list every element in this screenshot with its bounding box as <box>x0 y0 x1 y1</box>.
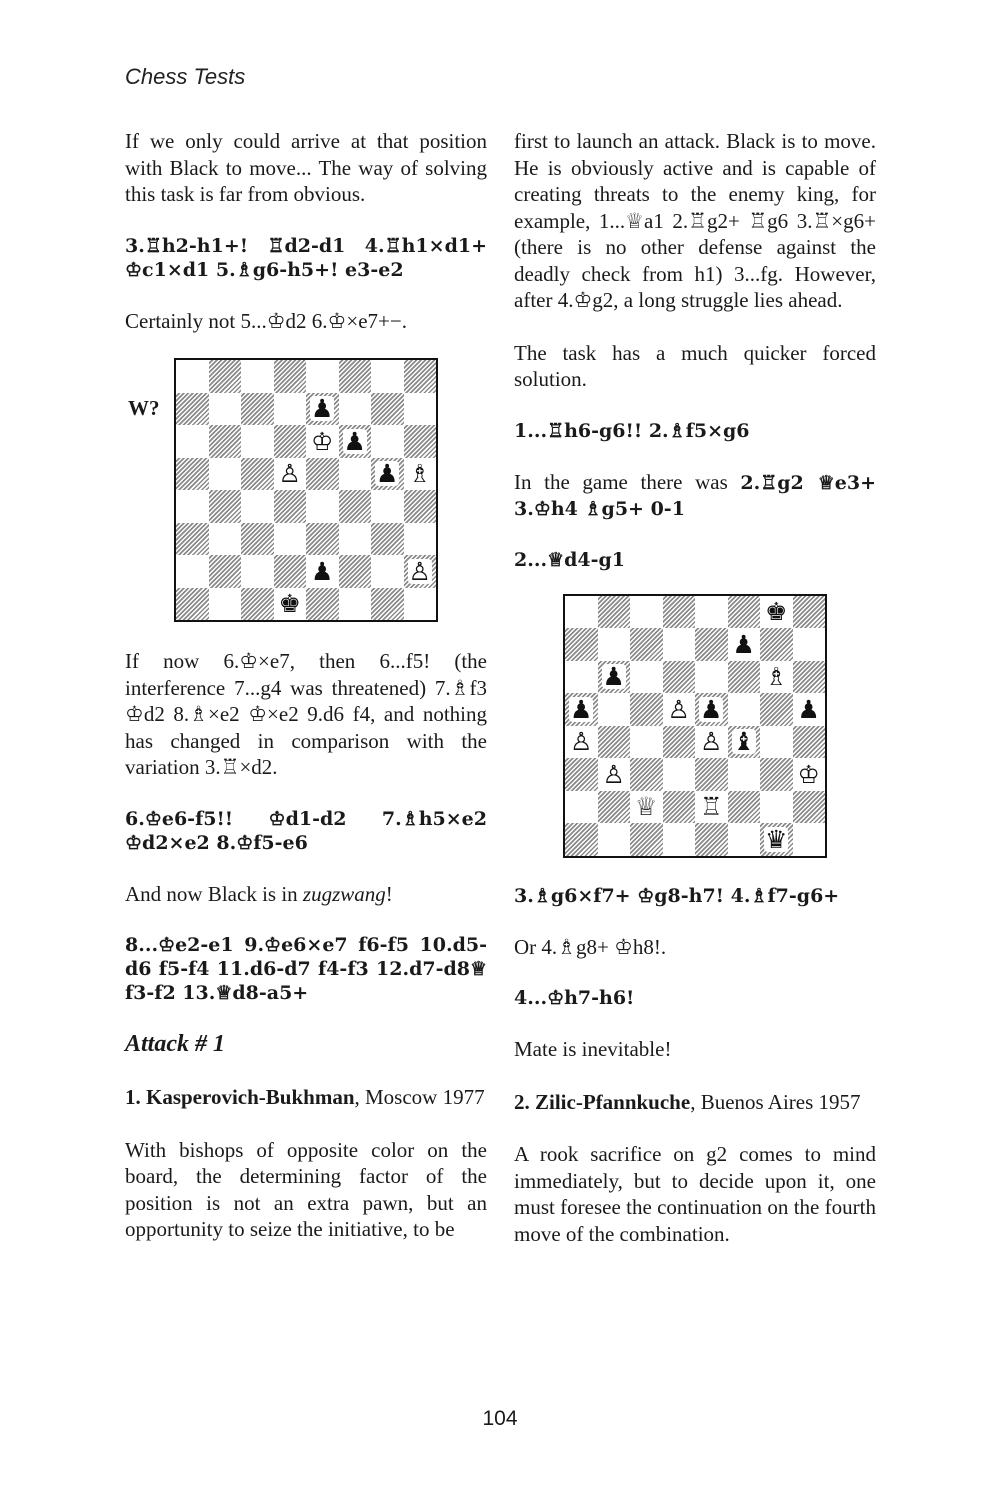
white-king-icon: ♔ <box>311 426 334 456</box>
square-h4 <box>793 726 826 759</box>
paragraph: Or 4.♗g8+ ♔h8!. <box>514 934 667 959</box>
square-c4 <box>241 490 274 523</box>
square-g7 <box>760 628 793 661</box>
black-king-icon: ♚ <box>278 589 301 619</box>
square-g4 <box>760 726 793 759</box>
square-a3 <box>565 758 598 791</box>
square-c5 <box>241 458 274 491</box>
square-c3 <box>241 523 274 556</box>
square-d2 <box>274 555 307 588</box>
text: ! <box>385 881 393 906</box>
square-d4 <box>274 490 307 523</box>
white-pawn-icon: ♙ <box>408 556 431 586</box>
white-pawn-icon: ♙ <box>278 459 301 489</box>
square-g5 <box>371 458 404 491</box>
square-c5 <box>630 693 663 726</box>
paragraph: The task has a much quicker forced solution. <box>514 340 876 391</box>
square-e2 <box>695 791 728 824</box>
square-h2 <box>404 555 437 588</box>
square-d2 <box>663 791 696 824</box>
move-sequence: 1...♖h6-g6!! 2.♗f5×g6 <box>514 419 750 442</box>
square-d8 <box>663 596 696 629</box>
white-pawn-icon: ♙ <box>602 759 625 789</box>
square-a6 <box>176 425 209 458</box>
square-f3 <box>339 523 372 556</box>
square-d8 <box>274 360 307 393</box>
square-c8 <box>241 360 274 393</box>
chess-diagram-1 <box>125 358 487 620</box>
white-queen-icon: ♕ <box>635 792 658 822</box>
move-sequence: 3.♖h2-h1+! ♖d2-d1 4.♖h1×d1+ ♔c1×d1 5.♗g6-h5+! e3-e2 <box>125 234 487 281</box>
square-d3 <box>663 758 696 791</box>
square-f7 <box>728 628 761 661</box>
square-h1 <box>793 823 826 856</box>
square-b1 <box>598 823 631 856</box>
square-c7 <box>241 393 274 426</box>
square-b7 <box>598 628 631 661</box>
square-d7 <box>663 628 696 661</box>
white-pawn-icon: ♙ <box>570 727 593 757</box>
square-c6 <box>241 425 274 458</box>
game-header <box>514 1089 876 1116</box>
square-b8 <box>209 360 242 393</box>
square-g2 <box>760 791 793 824</box>
square-c2 <box>630 791 663 824</box>
black-pawn-icon: ♟ <box>376 459 399 489</box>
square-a5 <box>565 693 598 726</box>
move-sequence: 4...♔h7-h6! <box>514 987 635 1009</box>
square-g8 <box>760 596 793 629</box>
square-b1 <box>209 588 242 621</box>
square-g3 <box>760 758 793 791</box>
square-g4 <box>371 490 404 523</box>
square-b6 <box>209 425 242 458</box>
square-a2 <box>565 791 598 824</box>
square-h1 <box>404 588 437 621</box>
square-f8 <box>339 360 372 393</box>
square-d7 <box>274 393 307 426</box>
black-pawn-icon: ♟ <box>700 694 723 724</box>
square-h6 <box>404 425 437 458</box>
square-g8 <box>371 360 404 393</box>
white-pawn-icon: ♙ <box>667 694 690 724</box>
square-c6 <box>630 661 663 694</box>
square-g2 <box>371 555 404 588</box>
square-d3 <box>274 523 307 556</box>
black-pawn-icon: ♟ <box>311 556 334 586</box>
paragraph: A rook sacrifice on g2 comes to mind immediately, but to decide upon it, one must foresee the continuation on the fourth move of the combination. <box>514 1142 876 1246</box>
square-e8 <box>695 596 728 629</box>
square-f6 <box>728 661 761 694</box>
black-pawn-icon: ♟ <box>343 426 366 456</box>
paragraph: If now 6.♔×e7, then 6...f5! (the interference 7...g4 was threatened) 7.♗f3 ♔d2 8.♗×e2 ♔×e2 9.d6 f4, and nothing has changed in comparison with the variation 3.♖×d2. <box>125 649 487 779</box>
square-d6 <box>274 425 307 458</box>
paragraph: With bishops of opposite color on the board, the determining factor of the position is not an extra pawn, but an opportunity to seize the initiative, to be <box>125 1137 487 1241</box>
square-e1 <box>306 588 339 621</box>
square-b2 <box>598 791 631 824</box>
square-c7 <box>630 628 663 661</box>
square-a8 <box>176 360 209 393</box>
square-a6 <box>565 661 598 694</box>
square-b2 <box>209 555 242 588</box>
square-e8 <box>306 360 339 393</box>
section-heading: Attack # 1 <box>125 1031 225 1057</box>
square-a5 <box>176 458 209 491</box>
move-sequence: 6.♔e6-f5!! ♔d1-d2 7.♗h5×e2 ♔d2×e2 8.♔f5-e6 <box>125 807 487 854</box>
square-f2 <box>728 791 761 824</box>
white-pawn-icon: ♙ <box>700 727 723 757</box>
square-h8 <box>793 596 826 629</box>
square-a2 <box>176 555 209 588</box>
square-a1 <box>565 823 598 856</box>
square-h4 <box>404 490 437 523</box>
chess-board <box>563 594 827 858</box>
square-b4 <box>209 490 242 523</box>
black-king-icon: ♚ <box>765 597 788 627</box>
square-c2 <box>241 555 274 588</box>
square-e6 <box>306 425 339 458</box>
side-to-move-label: W? <box>128 396 160 420</box>
square-c4 <box>630 726 663 759</box>
black-bishop-icon: ♝ <box>732 727 755 757</box>
black-pawn-icon: ♟ <box>797 694 820 724</box>
square-b7 <box>209 393 242 426</box>
paragraph: Certainly not 5...♔d2 6.♔×e7+−. <box>125 308 407 333</box>
square-e7 <box>306 393 339 426</box>
white-king-icon: ♔ <box>797 759 820 789</box>
square-e5 <box>306 458 339 491</box>
square-h5 <box>793 693 826 726</box>
square-e2 <box>306 555 339 588</box>
black-pawn-icon: ♟ <box>732 629 755 659</box>
square-a7 <box>565 628 598 661</box>
white-rook-icon: ♖ <box>700 792 723 822</box>
square-f7 <box>339 393 372 426</box>
italic-term: zugzwang <box>302 881 386 906</box>
black-queen-icon: ♛ <box>765 824 788 854</box>
black-pawn-icon: ♟ <box>311 394 334 424</box>
square-g6 <box>760 661 793 694</box>
square-e6 <box>695 661 728 694</box>
square-f5 <box>728 693 761 726</box>
square-f1 <box>339 588 372 621</box>
square-d5 <box>274 458 307 491</box>
text: And now Black is in <box>125 881 303 906</box>
square-e1 <box>695 823 728 856</box>
white-bishop-icon: ♗ <box>408 459 431 489</box>
square-a1 <box>176 588 209 621</box>
move-sequence: 2.♖g2 ♕e3+ 3.♔h4 ♗g5+ 0-1 <box>514 471 876 520</box>
square-d1 <box>663 823 696 856</box>
square-h7 <box>404 393 437 426</box>
square-h5 <box>404 458 437 491</box>
square-f1 <box>728 823 761 856</box>
square-f4 <box>728 726 761 759</box>
square-f3 <box>728 758 761 791</box>
square-g7 <box>371 393 404 426</box>
square-h3 <box>404 523 437 556</box>
square-c3 <box>630 758 663 791</box>
paragraph <box>125 881 487 908</box>
square-f4 <box>339 490 372 523</box>
square-e3 <box>695 758 728 791</box>
square-b4 <box>598 726 631 759</box>
square-f8 <box>728 596 761 629</box>
black-pawn-icon: ♟ <box>602 662 625 692</box>
square-a4 <box>176 490 209 523</box>
square-a4 <box>565 726 598 759</box>
square-b5 <box>598 693 631 726</box>
square-b8 <box>598 596 631 629</box>
square-a3 <box>176 523 209 556</box>
square-d6 <box>663 661 696 694</box>
square-h6 <box>793 661 826 694</box>
game-place: , Buenos Aires 1957 <box>690 1089 861 1114</box>
square-g1 <box>760 823 793 856</box>
square-c1 <box>630 823 663 856</box>
square-e4 <box>306 490 339 523</box>
square-c8 <box>630 596 663 629</box>
square-g3 <box>371 523 404 556</box>
square-h3 <box>793 758 826 791</box>
square-c1 <box>241 588 274 621</box>
page-number: 104 <box>482 1407 518 1430</box>
game-header <box>125 1084 487 1111</box>
square-h2 <box>793 791 826 824</box>
square-f6 <box>339 425 372 458</box>
right-column <box>514 128 876 1273</box>
black-pawn-icon: ♟ <box>570 694 593 724</box>
square-e4 <box>695 726 728 759</box>
chess-diagram-2 <box>514 594 876 856</box>
square-e5 <box>695 693 728 726</box>
move-sequence: 8...♔e2-e1 9.♔e6×e7 f6-f5 10.d5-d6 f5-f4 11.d6-d7 f4-f3 12.d7-d8♕ f3-f2 13.♕d8-a5+ <box>125 934 487 1004</box>
square-g1 <box>371 588 404 621</box>
square-h7 <box>793 628 826 661</box>
paragraph <box>514 469 876 522</box>
square-d5 <box>663 693 696 726</box>
square-f2 <box>339 555 372 588</box>
running-head: Chess Tests <box>125 64 246 89</box>
square-h8 <box>404 360 437 393</box>
square-b3 <box>209 523 242 556</box>
move-sequence: 2...♕d4-g1 <box>514 548 625 571</box>
square-g6 <box>371 425 404 458</box>
chess-board <box>174 358 438 622</box>
game-players: 1. Kasperovich-Bukhman <box>125 1085 355 1109</box>
square-b3 <box>598 758 631 791</box>
square-a7 <box>176 393 209 426</box>
game-place: , Moscow 1977 <box>354 1085 485 1109</box>
paragraph: If we only could arrive at that position with Black to move... The way of solving this task is far from obvious. <box>125 129 487 206</box>
square-a8 <box>565 596 598 629</box>
square-b5 <box>209 458 242 491</box>
game-players: 2. Zilic-Pfannkuche <box>514 1089 691 1114</box>
text: In the game there was <box>514 469 741 494</box>
paragraph: first to launch an attack. Black is to move. He is obviously active and is capable of creating threats to the enemy king, for example, 1...♕a1 2.♖g2+ ♖g6 3.♖×g6+ (there is no other defense against the deadly check from h1) 3...fg. However, after 4.♔g2, a long struggle lies ahead. <box>514 129 876 312</box>
square-d1 <box>274 588 307 621</box>
square-e3 <box>306 523 339 556</box>
square-e7 <box>695 628 728 661</box>
square-d4 <box>663 726 696 759</box>
square-f5 <box>339 458 372 491</box>
paragraph: Mate is inevitable! <box>514 1037 672 1061</box>
move-sequence: 3.♗g6×f7+ ♔g8-h7! 4.♗f7-g6+ <box>514 884 840 907</box>
white-bishop-icon: ♗ <box>765 662 788 692</box>
left-column <box>125 128 487 1269</box>
square-b6 <box>598 661 631 694</box>
square-g5 <box>760 693 793 726</box>
